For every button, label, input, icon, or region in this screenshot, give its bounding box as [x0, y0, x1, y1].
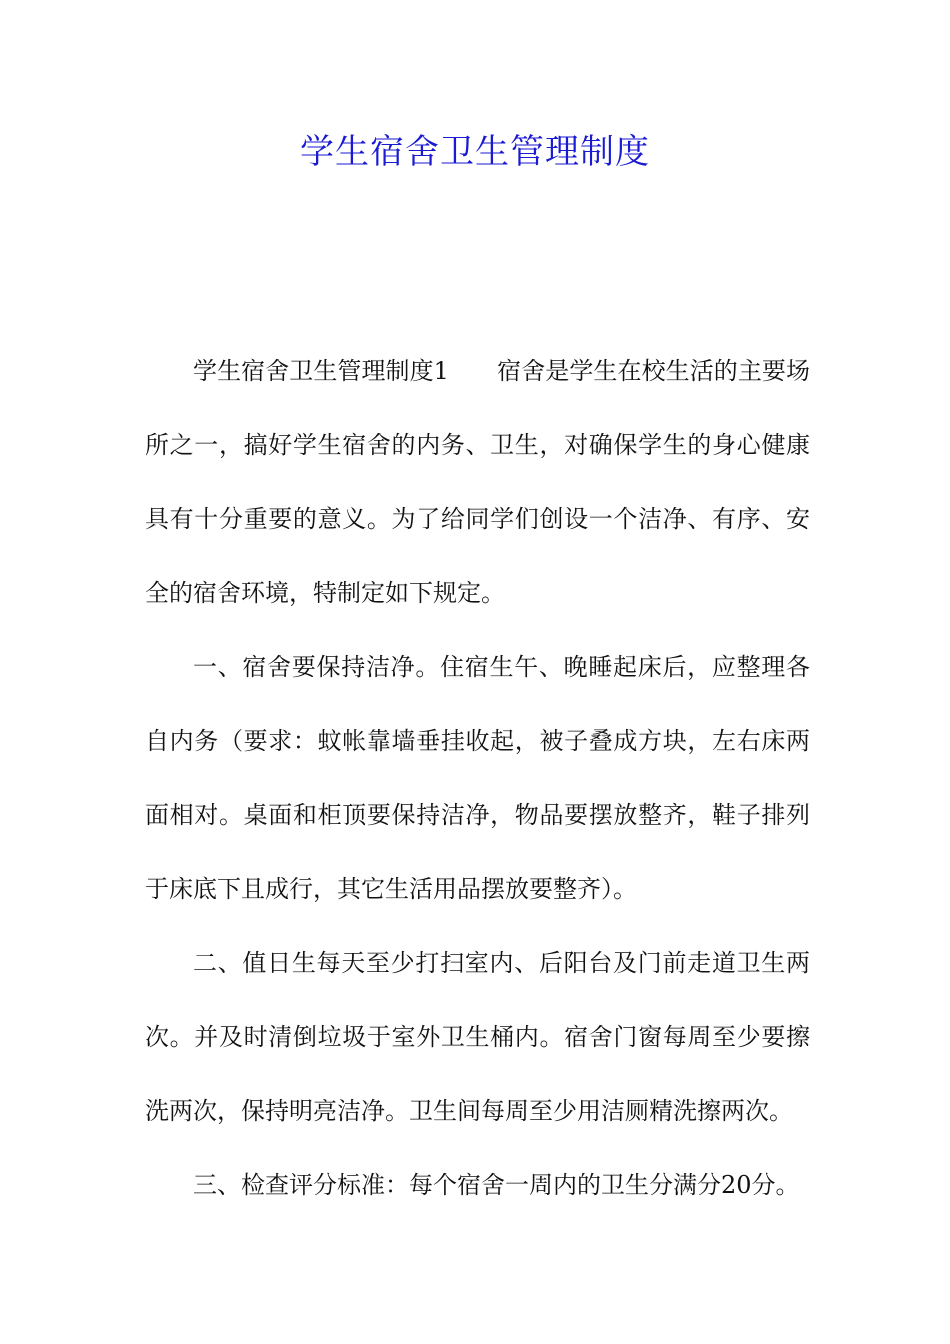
- document-body: [145, 334, 810, 1222]
- paragraph-intro: 学生宿舍卫生管理制度1 宿舍是学生在校生活的主要场所之一，搞好学生宿舍的内务、卫生，对确保学生的身心健康具有十分重要的意义。为了给同学们创设一个洁净、有序、安全的宿舍环境，特制定如下规定。: [145, 357, 810, 607]
- paragraph-rule-2: 二、值日生每天至少打扫室内、后阳台及门前走道卫生两次。并及时清倒垃圾于室外卫生桶内。宿舍门窗每周至少要擦洗两次，保持明亮洁净。卫生间每周至少用洁厕精洗擦两次。: [145, 949, 810, 1125]
- document-title: 学生宿舍卫生管理制度: [300, 132, 650, 172]
- paragraph-rule-1: 一、宿舍要保持洁净。住宿生午、晚睡起床后，应整理各自内务（要求：蚊帐靠墙垂挂收起，被子叠成方块，左右床两面相对。桌面和柜顶要保持洁净，物品要摆放整齐，鞋子排列于床底下且成行，其它生活用品摆放要整齐）。: [145, 653, 810, 903]
- paragraph-rule-3: 三、检查评分标准：每个宿舍一周内的卫生分满分20分。: [193, 1171, 800, 1199]
